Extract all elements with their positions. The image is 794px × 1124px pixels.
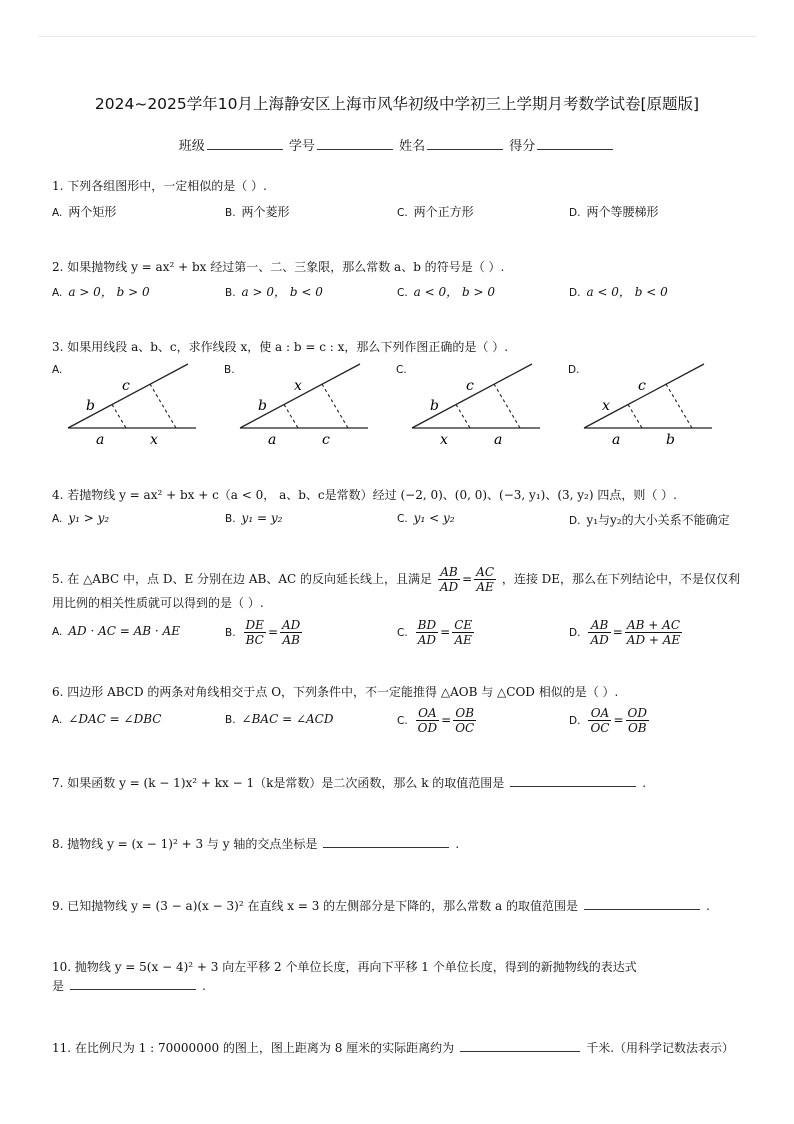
question-7	[52, 773, 752, 793]
q6-option-c[interactable]	[397, 706, 478, 735]
q5-b-frac-1	[244, 618, 266, 647]
q10-line2-text: 是	[52, 979, 65, 993]
q6-c-frac1-den: OD	[417, 721, 438, 735]
q5-b-frac-2	[280, 618, 302, 647]
q6-option-b[interactable]	[225, 712, 333, 726]
q6-d-frac1-num: OA	[588, 706, 611, 721]
q2-option-b-text: a > 0， b < 0	[241, 285, 323, 299]
q2-option-c-label: C.	[397, 287, 408, 299]
q6-option-a-label: A.	[52, 714, 63, 726]
q3-option-b[interactable]	[224, 358, 374, 448]
q3-option-c[interactable]	[396, 358, 546, 448]
q1-option-b-label: B.	[225, 207, 236, 219]
q5-option-d[interactable]	[569, 618, 684, 647]
fig-c-upper2: c	[466, 378, 474, 394]
q5-frac1-den: AD	[439, 580, 459, 594]
name-label: 姓名	[399, 139, 426, 154]
q6-option-d-label: D.	[569, 715, 581, 727]
q4-option-d-label: D.	[569, 515, 581, 527]
q5-d-frac2-num: AB + AC	[625, 618, 682, 633]
q6-c-frac-2	[453, 706, 476, 735]
q1-option-d-text: 两个等腰梯形	[586, 205, 659, 219]
q5-b-frac2-num: AD	[282, 618, 301, 632]
fig-d-upper2: c	[638, 378, 646, 394]
question-2-text: 2. 如果抛物线 y = ax² + bx 经过第一、二、三象限，那么常数 a、b 的符号是（ ）.	[52, 260, 505, 274]
fig-a-upper1: b	[86, 398, 95, 414]
q3-figure-d	[568, 358, 718, 448]
q5-fraction-1	[438, 565, 460, 594]
q5-b-frac1-den: BC	[245, 633, 264, 647]
q6-c-frac1-num: OA	[416, 706, 439, 721]
q6-c-frac2-den: OC	[455, 721, 475, 735]
q1-option-a-label: A.	[52, 207, 63, 219]
number-blank[interactable]	[317, 137, 393, 150]
q5-option-c[interactable]	[397, 618, 476, 647]
q5-frac2-den: AE	[476, 580, 494, 594]
q4-option-b-text: y₁ = y₂	[241, 511, 283, 525]
q2-option-a-text: a > 0， b > 0	[68, 285, 150, 299]
q2-option-d-text: a < 0， b < 0	[586, 285, 668, 299]
q5-option-d-label: D.	[569, 627, 581, 639]
q6-option-d[interactable]	[569, 706, 651, 735]
score-blank[interactable]	[537, 137, 613, 150]
q1-option-a-text: 两个矩形	[68, 205, 117, 219]
fig-c-base1: x	[440, 432, 448, 448]
q3-figure-b	[224, 358, 374, 448]
question-4-text: 4. 若抛物线 y = ax² + bx + c（a < 0， a、b、c是常数）经过 (−2, 0)、(0, 0)、(−3, y₁)、(3, y₂) 四点，则（ ）.	[52, 488, 677, 502]
q1-option-c[interactable]	[397, 203, 474, 220]
q3-option-d-label: D.	[568, 364, 580, 376]
q4-option-a-label: A.	[52, 513, 63, 525]
q1-option-d-label: D.	[569, 207, 581, 219]
class-label: 班级	[178, 139, 205, 154]
fig-a-base2: x	[150, 432, 158, 448]
q3-option-d[interactable]	[568, 358, 718, 448]
q5-c-frac2-num: CE	[454, 618, 473, 632]
question-8	[52, 834, 752, 854]
q1-option-b[interactable]	[225, 203, 290, 220]
question-10-line-2	[52, 976, 752, 996]
fig-d-base1: a	[612, 432, 621, 448]
q6-option-c-label: C.	[397, 715, 408, 727]
q6-d-frac1-den: OC	[590, 721, 610, 735]
question-1-text: 1. 下列各组图形中，一定相似的是（ ）.	[52, 179, 267, 193]
q5-frac1-num: AB	[438, 565, 460, 580]
q11-end: 千米.（用科学记数法表示）	[586, 1041, 735, 1055]
q11-text: 11. 在比例尺为 1 : 70000000 的图上，图上距离为 8 厘米的实际距离约为	[52, 1041, 455, 1055]
q6-d-equals: =	[613, 713, 624, 727]
question-5-options	[52, 618, 752, 654]
q4-option-c-label: C.	[397, 513, 408, 525]
name-blank[interactable]	[427, 137, 503, 150]
q5-equals: =	[462, 572, 473, 586]
q4-option-b[interactable]	[225, 511, 282, 525]
q5-c-frac1-num: BD	[417, 618, 437, 632]
q5-d-frac1-num: AB	[588, 618, 610, 633]
q10-answer-blank[interactable]	[70, 977, 196, 990]
q3-figure-c	[396, 358, 546, 448]
q3-option-b-label: B.	[224, 364, 235, 376]
fig-b-base2: c	[322, 432, 330, 448]
q5-option-b-label: B.	[225, 627, 236, 639]
question-10-text: 10. 抛物线 y = 5(x − 4)² + 3 向左平移 2 个单位长度，再向下平移 1 个单位长度，得到的新抛物线的表达式	[52, 960, 637, 974]
q3-option-a[interactable]	[52, 358, 202, 448]
q5-c-equals: =	[440, 625, 451, 639]
q7-text: 7. 如果函数 y = (k − 1)x² + kx − 1（k是常数）是二次函数，那么 k 的取值范围是	[52, 776, 505, 790]
q11-answer-blank[interactable]	[460, 1039, 580, 1052]
q5-b-frac1-num: DE	[245, 618, 264, 632]
q5-option-a[interactable]	[52, 624, 180, 638]
q2-option-c-text: a < 0， b > 0	[413, 285, 495, 299]
q6-option-b-label: B.	[225, 714, 236, 726]
q5-b-frac2-den: AB	[282, 633, 300, 647]
q4-option-b-label: B.	[225, 513, 236, 525]
q5-d-frac-2	[625, 618, 682, 647]
q8-answer-blank[interactable]	[323, 835, 449, 848]
q5-d-frac1-den: AD	[590, 633, 609, 647]
q5-option-b[interactable]	[225, 618, 304, 647]
q5-fraction-2	[474, 565, 496, 594]
q5-d-frac2-den: AD + AE	[626, 633, 681, 647]
class-blank[interactable]	[207, 137, 283, 150]
q5-frac2-num: AC	[476, 565, 495, 579]
q1-option-c-label: C.	[397, 207, 408, 219]
fig-c-base2: a	[494, 432, 503, 448]
question-5-line-2: 用比例的相关性质就可以得到的是（ ）.	[52, 596, 264, 610]
question-3-text: 3. 如果用线段 a、b、c，求作线段 x，使 a : b = c : x，那么下列作图正确的是（ ）.	[52, 340, 509, 354]
q9-end: .	[705, 899, 710, 913]
q4-option-d-text: y₁与y₂的大小关系不能确定	[586, 513, 730, 527]
q4-option-a[interactable]	[52, 511, 109, 525]
q2-option-a-label: A.	[52, 287, 63, 299]
q2-option-c[interactable]	[397, 283, 495, 300]
q5-c-frac-1	[416, 618, 438, 647]
q6-d-frac-2	[626, 706, 649, 735]
q2-option-b[interactable]	[225, 283, 323, 300]
q6-option-a-text: ∠DAC = ∠DBC	[68, 712, 162, 726]
q9-text: 9. 已知抛物线 y = (3 − a)(x − 3)² 在直线 x = 3 的左侧部分是下降的，那么常数 a 的取值范围是	[52, 899, 578, 913]
question-9	[52, 896, 752, 916]
fig-b-upper1: b	[258, 398, 267, 414]
question-11	[52, 1038, 752, 1058]
q8-text: 8. 抛物线 y = (x − 1)² + 3 与 y 轴的交点坐标是	[52, 837, 318, 851]
fig-b-base1: a	[268, 432, 277, 448]
q5-option-a-label: A.	[52, 626, 63, 638]
q8-end: .	[455, 837, 460, 851]
q5-option-c-label: C.	[397, 627, 408, 639]
q3-figure-a	[52, 358, 202, 448]
q1-option-b-text: 两个菱形	[241, 205, 290, 219]
score-label: 得分	[509, 139, 536, 154]
q4-option-c-text: y₁ < y₂	[413, 511, 455, 525]
q3-option-c-label: C.	[396, 364, 407, 376]
question-6-text: 6. 四边形 ABCD 的两条对角线相交于点 O，下列条件中，不一定能推得 △AOB 与 △COD 相似的是（ ）.	[52, 685, 619, 699]
q4-option-d[interactable]	[569, 511, 730, 528]
q5-b-equals: =	[267, 625, 278, 639]
q1-option-d[interactable]	[569, 203, 658, 220]
q6-d-frac2-num: OD	[627, 706, 647, 720]
fig-a-upper2: c	[122, 378, 130, 394]
q5-c-frac-2	[452, 618, 474, 647]
header-divider	[38, 36, 756, 37]
q6-d-frac2-den: OB	[627, 721, 647, 735]
q2-option-d[interactable]	[569, 283, 668, 300]
fig-c-upper1: b	[430, 398, 439, 414]
q10-end: .	[202, 979, 206, 993]
q3-option-a-label: A.	[52, 364, 63, 376]
student-info-row	[0, 135, 794, 154]
question-1-options	[52, 203, 752, 223]
q1-option-c-text: 两个正方形	[413, 205, 474, 219]
q5-text-pre: 5. 在 △ABC 中，点 D、E 分别在边 AB、AC 的反向延长线上，且满足	[52, 572, 432, 586]
q6-option-a[interactable]	[52, 712, 161, 726]
q5-option-a-text: AD · AC = AB · AE	[68, 624, 180, 638]
q7-answer-blank[interactable]	[510, 774, 636, 787]
q1-option-a[interactable]	[52, 203, 116, 220]
question-6-options	[52, 706, 752, 742]
q4-option-c[interactable]	[397, 511, 455, 525]
question-4-options	[52, 511, 752, 531]
fig-d-upper1: x	[602, 398, 610, 414]
q6-c-equals: =	[441, 713, 452, 727]
q7-end: .	[642, 776, 647, 790]
q6-option-b-text: ∠BAC = ∠ACD	[241, 712, 334, 726]
fig-b-upper2: x	[294, 378, 302, 394]
question-2-options	[52, 283, 752, 303]
q2-option-a[interactable]	[52, 283, 150, 300]
fig-d-base2: b	[666, 432, 675, 448]
q5-text-post: ，连接 DE，那么在下列结论中，不是仅仅利	[501, 572, 741, 586]
q5-c-frac2-den: AE	[454, 633, 472, 647]
q5-c-frac1-den: AD	[417, 633, 437, 647]
q6-c-frac-1	[416, 706, 439, 735]
fig-a-base1: a	[96, 432, 105, 448]
q2-option-d-label: D.	[569, 287, 581, 299]
q6-c-frac2-num: OB	[453, 706, 476, 721]
number-label: 学号	[288, 139, 315, 154]
question-5-text	[52, 565, 752, 594]
q4-option-a-text: y₁ > y₂	[68, 511, 110, 525]
page-title: 2024~2025学年10月上海静安区上海市风华初级中学初三上学期月考数学试卷[原题版]	[94, 95, 700, 113]
q5-d-equals: =	[612, 625, 623, 639]
q6-d-frac-1	[588, 706, 611, 735]
q5-d-frac-1	[588, 618, 610, 647]
q2-option-b-label: B.	[225, 287, 236, 299]
q9-answer-blank[interactable]	[584, 897, 700, 910]
